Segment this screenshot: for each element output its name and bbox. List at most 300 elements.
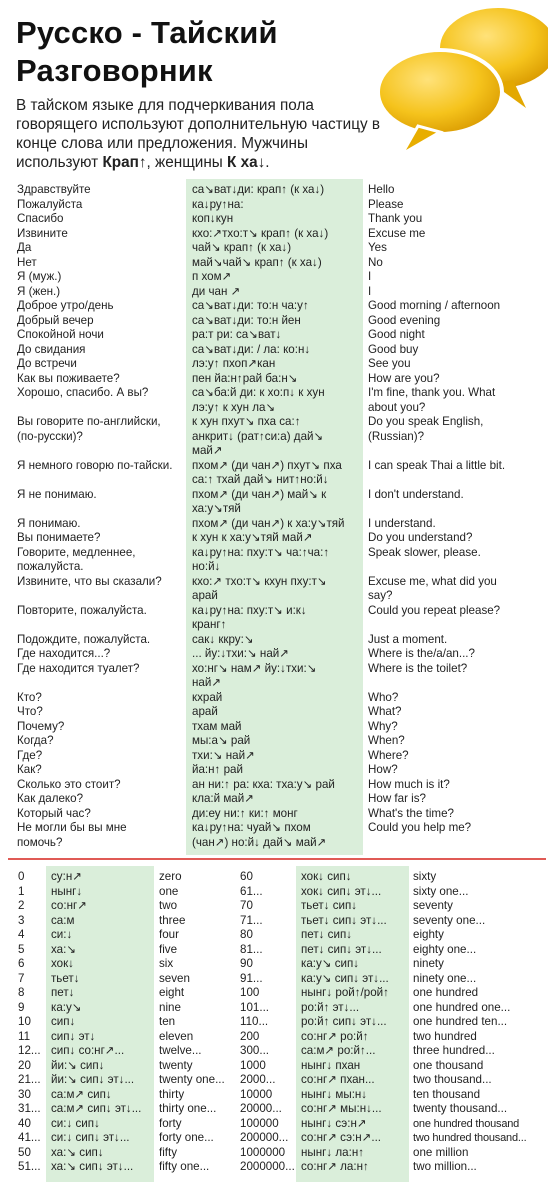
number-english-2: three hundred... xyxy=(413,1044,495,1057)
number-thai: са:м xyxy=(51,913,75,927)
phrase-english xyxy=(368,778,543,793)
phrase-row xyxy=(0,720,548,735)
phrase-thai xyxy=(192,415,362,459)
number-english-2: eighty one... xyxy=(413,942,477,956)
phrase-row xyxy=(0,821,548,850)
phrase-russian xyxy=(17,372,185,387)
number-english: eight xyxy=(159,986,185,999)
number-digit: 10 xyxy=(18,1015,31,1028)
number-row xyxy=(0,1102,548,1117)
number-english-2: ten thousand xyxy=(413,1087,481,1101)
phrase-russian xyxy=(17,459,185,474)
phrase-row xyxy=(0,517,548,532)
phrase-thai xyxy=(192,459,362,488)
phrase-thai-line: хо:нг↘ нам↗ йу:↓тхи:↘ xyxy=(192,661,317,675)
number-english: seven xyxy=(159,971,190,985)
phrase-russian-line: До встречи xyxy=(17,357,77,370)
phrase-thai xyxy=(192,604,362,633)
number-row xyxy=(0,1059,548,1074)
phrase-thai xyxy=(192,720,362,735)
phrase-thai-line: май↘чай↘ крап↑ (к ха↓) xyxy=(192,255,322,269)
phrase-thai xyxy=(192,183,362,198)
phrase-row xyxy=(0,270,548,285)
number-row xyxy=(0,1117,548,1132)
phrase-thai-line: ди чан ↗ xyxy=(192,284,241,298)
number-english-2: sixty xyxy=(413,870,437,883)
number-english-2: two million... xyxy=(413,1160,477,1173)
number-thai: тьет↓ xyxy=(51,971,80,985)
phrase-russian xyxy=(17,821,185,850)
phrase-thai xyxy=(192,212,362,227)
number-english: fifty one... xyxy=(159,1160,210,1173)
phrase-russian-line: Где находится...? xyxy=(17,647,111,660)
phrase-english-line: What's the time? xyxy=(368,806,454,820)
header xyxy=(0,0,548,180)
phrase-english xyxy=(368,662,543,677)
phrase-english-line: How are you? xyxy=(368,371,440,385)
phrase-thai-line: коп↓кун xyxy=(192,212,234,225)
number-english: zero xyxy=(159,870,182,883)
phrase-english xyxy=(368,517,543,532)
phrase-thai xyxy=(192,488,362,517)
phrase-row xyxy=(0,357,548,372)
phrase-russian xyxy=(17,575,185,590)
phrase-thai-line: йа:н↑ рай xyxy=(192,763,243,776)
number-english: one xyxy=(159,884,179,898)
phrase-russian-line: Как? xyxy=(17,763,42,776)
phrase-english xyxy=(368,546,543,561)
number-thai: ка:у↘ xyxy=(51,1000,82,1014)
number-digit-2: 61... xyxy=(240,884,263,898)
number-digit: 4 xyxy=(18,928,25,941)
phrase-thai-line: сак↓ ккру:↘ xyxy=(192,632,254,646)
phrase-russian-line: Как далеко? xyxy=(17,792,84,805)
number-digit: 8 xyxy=(18,986,25,999)
phrase-russian-line: Не могли бы вы мне xyxy=(17,821,127,834)
phrase-russian xyxy=(17,299,185,314)
title-line-1: Русско - Тайский xyxy=(16,15,278,50)
phrase-row xyxy=(0,488,548,517)
number-english: five xyxy=(159,942,178,956)
number-digit-2: 110... xyxy=(240,1015,269,1028)
number-english: forty one... xyxy=(159,1131,214,1144)
phrase-russian xyxy=(17,604,185,619)
number-english-2: seventy xyxy=(413,899,453,912)
number-digit-2: 101... xyxy=(240,1000,270,1014)
number-digit-2: 80 xyxy=(240,928,253,941)
number-english: three xyxy=(159,913,186,927)
phrase-russian-line: Я понимаю. xyxy=(17,516,81,530)
phrase-russian-line: Подождите, пожалуйста. xyxy=(17,632,151,646)
phrase-row xyxy=(0,604,548,633)
number-english-2: eighty xyxy=(413,928,444,941)
number-digit: 40 xyxy=(18,1116,31,1130)
phrase-english xyxy=(368,763,543,778)
phrase-russian xyxy=(17,328,185,343)
phrase-russian-line: Кто? xyxy=(17,690,42,704)
number-digit-2: 200000... xyxy=(240,1131,289,1144)
phrase-english-line: (Russian)? xyxy=(368,429,425,443)
phrase-thai xyxy=(192,270,362,285)
phrase-thai xyxy=(192,343,362,358)
phrase-russian xyxy=(17,691,185,706)
number-digit: 51... xyxy=(18,1160,41,1173)
number-thai-2: нынг↓ мы:н↓ xyxy=(301,1087,368,1101)
phrase-thai xyxy=(192,807,362,822)
phrase-thai-line: пхом↗ (ди чан↗) к ха:у↘тяй xyxy=(192,516,345,530)
phrase-russian-line: Извините, что вы сказали? xyxy=(17,574,162,588)
phrase-russian-line: Почему? xyxy=(17,719,65,733)
phrase-russian xyxy=(17,662,185,677)
phrase-english xyxy=(368,183,543,198)
number-row xyxy=(0,870,548,885)
phrase-english-line: I don't understand. xyxy=(368,487,464,501)
phrase-english-line: I xyxy=(368,284,372,298)
phrase-russian-line: помочь? xyxy=(17,835,63,849)
phrase-english-line: Do you understand? xyxy=(368,531,473,544)
phrase-english xyxy=(368,821,543,836)
phrase-russian-line: До свидания xyxy=(17,342,86,356)
number-thai: сип↓ со:нг↗... xyxy=(51,1044,125,1057)
phrase-russian xyxy=(17,198,185,213)
phrase-english xyxy=(368,372,543,387)
title-line-2: Разговорник xyxy=(16,53,213,88)
number-digit-2: 71... xyxy=(240,913,263,927)
phrase-english-line: about you? xyxy=(368,400,426,414)
phrase-thai-line: кхрай xyxy=(192,690,223,704)
phrase-russian-line: Здравствуйте xyxy=(17,183,91,196)
number-thai: пет↓ xyxy=(51,986,75,999)
phrase-thai-line: са↘ба:й ди: к хо:п↓ к хун xyxy=(192,386,325,399)
phrase-thai xyxy=(192,749,362,764)
number-thai: си:↓ xyxy=(51,928,73,941)
number-english: twenty xyxy=(159,1058,193,1072)
number-digit: 41... xyxy=(18,1131,41,1144)
phrase-row xyxy=(0,778,548,793)
number-thai-2: нынг↓ пхан xyxy=(301,1058,361,1072)
phrase-row xyxy=(0,705,548,720)
phrase-thai xyxy=(192,734,362,749)
divider xyxy=(8,858,546,860)
phrase-row xyxy=(0,299,548,314)
phrase-thai xyxy=(192,357,362,372)
phrase-russian-line: Я не понимаю. xyxy=(17,487,97,501)
phrase-russian xyxy=(17,357,185,372)
phrase-russian xyxy=(17,227,185,242)
phrase-thai-line: са↘ват↓ди: то:н йен xyxy=(192,313,301,327)
number-digit-2: 300... xyxy=(240,1044,270,1057)
number-thai: хок↓ xyxy=(51,957,74,970)
phrase-thai xyxy=(192,227,362,242)
number-thai: ха:↘ сип↓ эт↓... xyxy=(51,1160,134,1173)
phrase-english-line: Hello xyxy=(368,183,395,196)
phrase-russian-line: (по-русски)? xyxy=(17,429,83,443)
phrase-english-line: When? xyxy=(368,734,405,747)
phrase-russian xyxy=(17,270,185,285)
phrase-russian-line: Пожалуйста xyxy=(17,197,83,211)
number-row xyxy=(0,914,548,929)
phrase-thai-line: (чан↗) но:й↓ дай↘ май↗ xyxy=(192,835,327,849)
number-digit-2: 1000000 xyxy=(240,1145,286,1159)
number-english-2: one hundred ten... xyxy=(413,1015,508,1028)
phrase-russian xyxy=(17,488,185,503)
number-thai: нынг↓ xyxy=(51,884,83,898)
phrase-russian xyxy=(17,647,185,662)
phrase-russian-line: Повторите, пожалуйста. xyxy=(17,603,147,617)
number-digit: 31... xyxy=(18,1102,41,1115)
phrase-english-line: Where is the/a/an...? xyxy=(368,647,475,660)
phrase-russian xyxy=(17,705,185,720)
phrase-russian-line: Доброе утро/день xyxy=(17,299,114,312)
phrase-russian-line: Я немного говорю по-тайски. xyxy=(17,458,173,472)
phrase-row xyxy=(0,734,548,749)
phrase-english xyxy=(368,734,543,749)
number-digit-2: 100 xyxy=(240,986,260,999)
phrase-english-line: Just a moment. xyxy=(368,632,448,646)
phrase-english-line: Why? xyxy=(368,719,398,733)
phrase-english-line: How far is? xyxy=(368,792,426,805)
phrase-thai-line: к хун к ха:у↘тяй май↗ xyxy=(192,531,313,544)
number-digit: 2 xyxy=(18,899,25,912)
number-thai-2: хок↓ сип↓ xyxy=(301,870,352,883)
phrase-thai xyxy=(192,662,362,691)
phrase-russian xyxy=(17,792,185,807)
phrase-russian xyxy=(17,183,185,198)
phrase-russian-line: Говорите, медленнее, xyxy=(17,545,136,559)
number-row xyxy=(0,885,548,900)
number-thai-2: тьет↓ сип↓ xyxy=(301,899,358,912)
phrase-russian xyxy=(17,749,185,764)
number-digit: 1 xyxy=(18,884,25,898)
phrase-russian xyxy=(17,314,185,329)
number-row xyxy=(0,1131,548,1146)
number-digit: 6 xyxy=(18,957,25,970)
phrase-english-line: Excuse me, what did you xyxy=(368,574,497,588)
phrase-russian xyxy=(17,241,185,256)
phrase-row xyxy=(0,662,548,691)
phrase-english-line: Who? xyxy=(368,690,399,704)
phrase-english xyxy=(368,575,543,604)
phrase-thai xyxy=(192,546,362,575)
number-thai: си:↓ сип↓ xyxy=(51,1116,100,1130)
phrase-thai-line: ка↓ру↑на: чуай↘ пхом xyxy=(192,821,311,834)
phrase-thai-line: кхо:↗ тхо:т↘ кхун пху:т↘ xyxy=(192,574,327,588)
number-english-2: sixty one... xyxy=(413,884,469,898)
phrase-thai-line: ха:у↘тяй xyxy=(192,502,241,515)
number-digit: 7 xyxy=(18,971,25,985)
phrase-english xyxy=(368,299,543,314)
phrase-russian-line: Сколько это стоит? xyxy=(17,777,121,791)
phrase-thai xyxy=(192,763,362,778)
number-english: four xyxy=(159,928,179,941)
phrase-thai-line: ди:еу ни:↑ ки:↑ монг xyxy=(192,806,298,820)
phrase-english-line: Speak slower, please. xyxy=(368,545,481,559)
phrase-row xyxy=(0,633,548,648)
phrase-thai-line: ра:т ри: са↘ват↓ xyxy=(192,328,282,341)
phrase-russian-line: Где находится туалет? xyxy=(17,661,140,675)
number-english: thirty xyxy=(159,1087,185,1101)
phrase-english xyxy=(368,256,543,271)
number-english: ten xyxy=(159,1015,176,1028)
phrase-english-line: No xyxy=(368,255,383,269)
phrase-thai-line: са↘ват↓ди: / ла: ко:н↓ xyxy=(192,342,311,356)
phrase-english-line: Good night xyxy=(368,328,425,341)
phrase-thai-line: най↗ xyxy=(192,676,222,689)
number-english-2: one million xyxy=(413,1145,469,1159)
page-title xyxy=(16,14,278,90)
phrase-russian-line: Когда? xyxy=(17,734,54,747)
phrase-thai xyxy=(192,198,362,213)
phrase-english xyxy=(368,270,543,285)
number-thai-2: со:нг↗ мы:н↓... xyxy=(301,1102,382,1115)
phrase-thai xyxy=(192,705,362,720)
number-digit-2: 200 xyxy=(240,1029,260,1043)
phrase-row xyxy=(0,227,548,242)
phrase-russian-line: Где? xyxy=(17,748,43,762)
phrase-english-line: Excuse me xyxy=(368,226,426,240)
phrase-thai xyxy=(192,328,362,343)
phrase-english xyxy=(368,241,543,256)
phrase-thai-line: лэ:у↑ пхоп↗кан xyxy=(192,357,276,370)
phrase-row xyxy=(0,386,548,415)
phrase-russian-line: Спасибо xyxy=(17,212,64,225)
phrase-row xyxy=(0,691,548,706)
phrase-row xyxy=(0,212,548,227)
phrase-row xyxy=(0,372,548,387)
phrase-thai xyxy=(192,792,362,807)
intro-paragraph: В тайском языке для подчеркивания пола говорящего используют дополнительную частицу в конце слова или предложения. Мужчины используют Крап↑, женщины К ха↓. xyxy=(16,97,380,171)
phrase-thai xyxy=(192,647,362,662)
phrase-english-line: Do you speak English, xyxy=(368,415,484,428)
phrase-thai xyxy=(192,314,362,329)
phrase-russian xyxy=(17,778,185,793)
number-digit-2: 2000... xyxy=(240,1073,276,1086)
number-thai-2: со:нг↗ пхан... xyxy=(301,1073,375,1086)
phrase-english xyxy=(368,633,543,648)
number-digit-2: 1000 xyxy=(240,1058,266,1072)
phrase-thai-line: са↘ват↓ди: крап↑ (к ха↓) xyxy=(192,183,325,196)
phrase-russian-line: Извините xyxy=(17,226,68,240)
phrase-thai-line: но:й↓ xyxy=(192,560,221,573)
phrase-thai-line: кранг↑ xyxy=(192,618,227,631)
number-thai-2: нынг↓ ла:н↑ xyxy=(301,1145,365,1159)
phrase-english-line: How much is it? xyxy=(368,777,450,791)
number-english: nine xyxy=(159,1000,181,1014)
number-english: forty xyxy=(159,1116,182,1130)
phrase-thai xyxy=(192,256,362,271)
phrase-thai xyxy=(192,299,362,314)
phrase-russian xyxy=(17,531,185,546)
phrase-thai-line: пхом↗ (ди чан↗) пхут↘ пха xyxy=(192,458,342,472)
number-row xyxy=(0,986,548,1001)
phrase-english xyxy=(368,415,543,444)
phrase-thai-line: арай xyxy=(192,705,218,718)
number-thai-2: со:нг↗ сэ:н↗... xyxy=(301,1131,382,1144)
phrase-english-line: Please xyxy=(368,197,404,211)
phrase-thai xyxy=(192,575,362,604)
phrase-english xyxy=(368,749,543,764)
female-particle: К ха↓ xyxy=(227,154,266,171)
phrase-russian-line: Я (муж.) xyxy=(17,270,62,283)
phrase-row xyxy=(0,575,548,604)
phrase-thai xyxy=(192,531,362,546)
number-thai: йи:↘ сип↓ эт↓... xyxy=(51,1073,135,1086)
phrase-thai xyxy=(192,372,362,387)
phrase-thai-line: к хун пхут↘ пха са:↑ xyxy=(192,415,301,428)
phrase-thai xyxy=(192,778,362,793)
number-thai: со:нг↗ xyxy=(51,899,87,912)
phrase-row xyxy=(0,647,548,662)
number-row xyxy=(0,1160,548,1175)
phrase-row xyxy=(0,198,548,213)
phrase-thai-line: кла:й май↗ xyxy=(192,792,254,805)
phrase-english xyxy=(368,807,543,822)
number-digit: 30 xyxy=(18,1087,31,1101)
phrase-russian-line: Да xyxy=(17,241,32,254)
number-digit-2: 90 xyxy=(240,957,253,970)
number-row xyxy=(0,1001,548,1016)
phrase-russian xyxy=(17,285,185,300)
number-thai-2: са:м↗ ро:й↑... xyxy=(301,1044,376,1057)
number-row xyxy=(0,1030,548,1045)
phrase-row xyxy=(0,459,548,488)
number-digit: 20 xyxy=(18,1058,31,1072)
phrase-thai xyxy=(192,241,362,256)
phrase-english-line: I'm fine, thank you. What xyxy=(368,386,496,399)
number-digit: 21... xyxy=(18,1073,41,1086)
number-thai-2: тьет↓ сип↓ эт↓... xyxy=(301,913,387,927)
number-thai: су:н↗ xyxy=(51,870,82,883)
phrase-russian xyxy=(17,546,185,575)
phrase-russian-line: Вы понимаете? xyxy=(17,531,101,544)
phrase-english xyxy=(368,604,543,619)
phrase-english xyxy=(368,198,543,213)
number-english-2: ninety one... xyxy=(413,971,477,985)
phrase-thai-line: пен йа:н↑рай ба:н↘ xyxy=(192,371,298,385)
number-english-2: two thousand... xyxy=(413,1073,492,1086)
phrase-english-line: say? xyxy=(368,589,393,602)
number-row xyxy=(0,943,548,958)
number-row xyxy=(0,899,548,914)
number-thai-2: нынг↓ сэ:н↗ xyxy=(301,1116,367,1130)
number-english-2: ninety xyxy=(413,957,444,970)
phrase-thai-line: лэ:у↑ к хун ла↘ xyxy=(192,400,276,414)
number-english: eleven xyxy=(159,1029,194,1043)
phrase-english xyxy=(368,720,543,735)
phrase-thai xyxy=(192,517,362,532)
number-row xyxy=(0,928,548,943)
number-digit: 3 xyxy=(18,913,25,927)
phrase-russian xyxy=(17,415,185,444)
number-thai: са:м↗ сип↓ эт↓... xyxy=(51,1102,142,1115)
phrase-english xyxy=(368,328,543,343)
phrase-russian-line: Вы говорите по-английски, xyxy=(17,415,161,428)
number-digit-2: 10000 xyxy=(240,1087,273,1101)
number-digit: 11 xyxy=(18,1029,31,1043)
phrase-russian-line: Нет xyxy=(17,255,37,269)
number-digit: 0 xyxy=(18,870,25,883)
number-thai-2: ро:й↑ сип↓ эт↓... xyxy=(301,1015,387,1028)
phrase-russian xyxy=(17,517,185,532)
phrase-row xyxy=(0,749,548,764)
phrase-english-line: Good evening xyxy=(368,313,441,327)
phrase-thai-line: ... йу:↓тхи:↘ най↗ xyxy=(192,647,289,660)
phrase-english-line: Where? xyxy=(368,748,409,762)
number-english-2: two hundred thousand... xyxy=(413,1132,527,1144)
number-row xyxy=(0,1073,548,1088)
number-english: thirty one... xyxy=(159,1102,217,1115)
phrase-english-line: See you xyxy=(368,357,411,370)
